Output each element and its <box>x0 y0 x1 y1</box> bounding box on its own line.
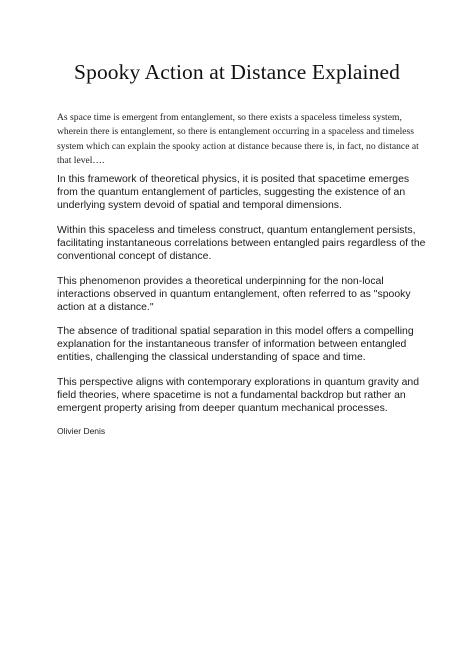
intro-paragraph: As space time is emergent from entanglement, so there exists a spaceless timeless system, wherein there is entanglement, so there is entanglement occurring in a spaceless and timeless system which can explain the spooky action at distance because there is, in fact, no distance at that level…. <box>57 112 419 167</box>
body-paragraph-4: The absence of traditional spatial separation in this model offers a compelling explanation for the instantaneous transfer of information between entangled entities, challenging the classical understanding of space and time. <box>57 326 414 364</box>
body-paragraph-5: This perspective aligns with contemporary explorations in quantum gravity and field theories, where spacetime is not a fundamental backdrop but rather an emergent property arising from deeper quantum mechanical processes. <box>57 377 420 415</box>
body-paragraph-1: In this framework of theoretical physics, it is posited that spacetime emerges from the quantum entanglement of particles, suggesting the existence of an underlying system devoid of spatial and temporal dimensions. <box>57 174 410 212</box>
page-title: Spooky Action at Distance Explained <box>74 60 400 84</box>
body-paragraph-3: This phenomenon provides a theoretical underpinning for the non-local interactions observed in quantum entanglement, often referred to as "spooky action at a distance." <box>57 276 411 314</box>
body-paragraph-2: Within this spaceless and timeless construct, quantum entanglement persists, facilitating instantaneous correlations between entangled pairs regardless of the conventional concept of distance. <box>57 225 426 263</box>
author-signature: Olivier Denis <box>57 426 106 436</box>
